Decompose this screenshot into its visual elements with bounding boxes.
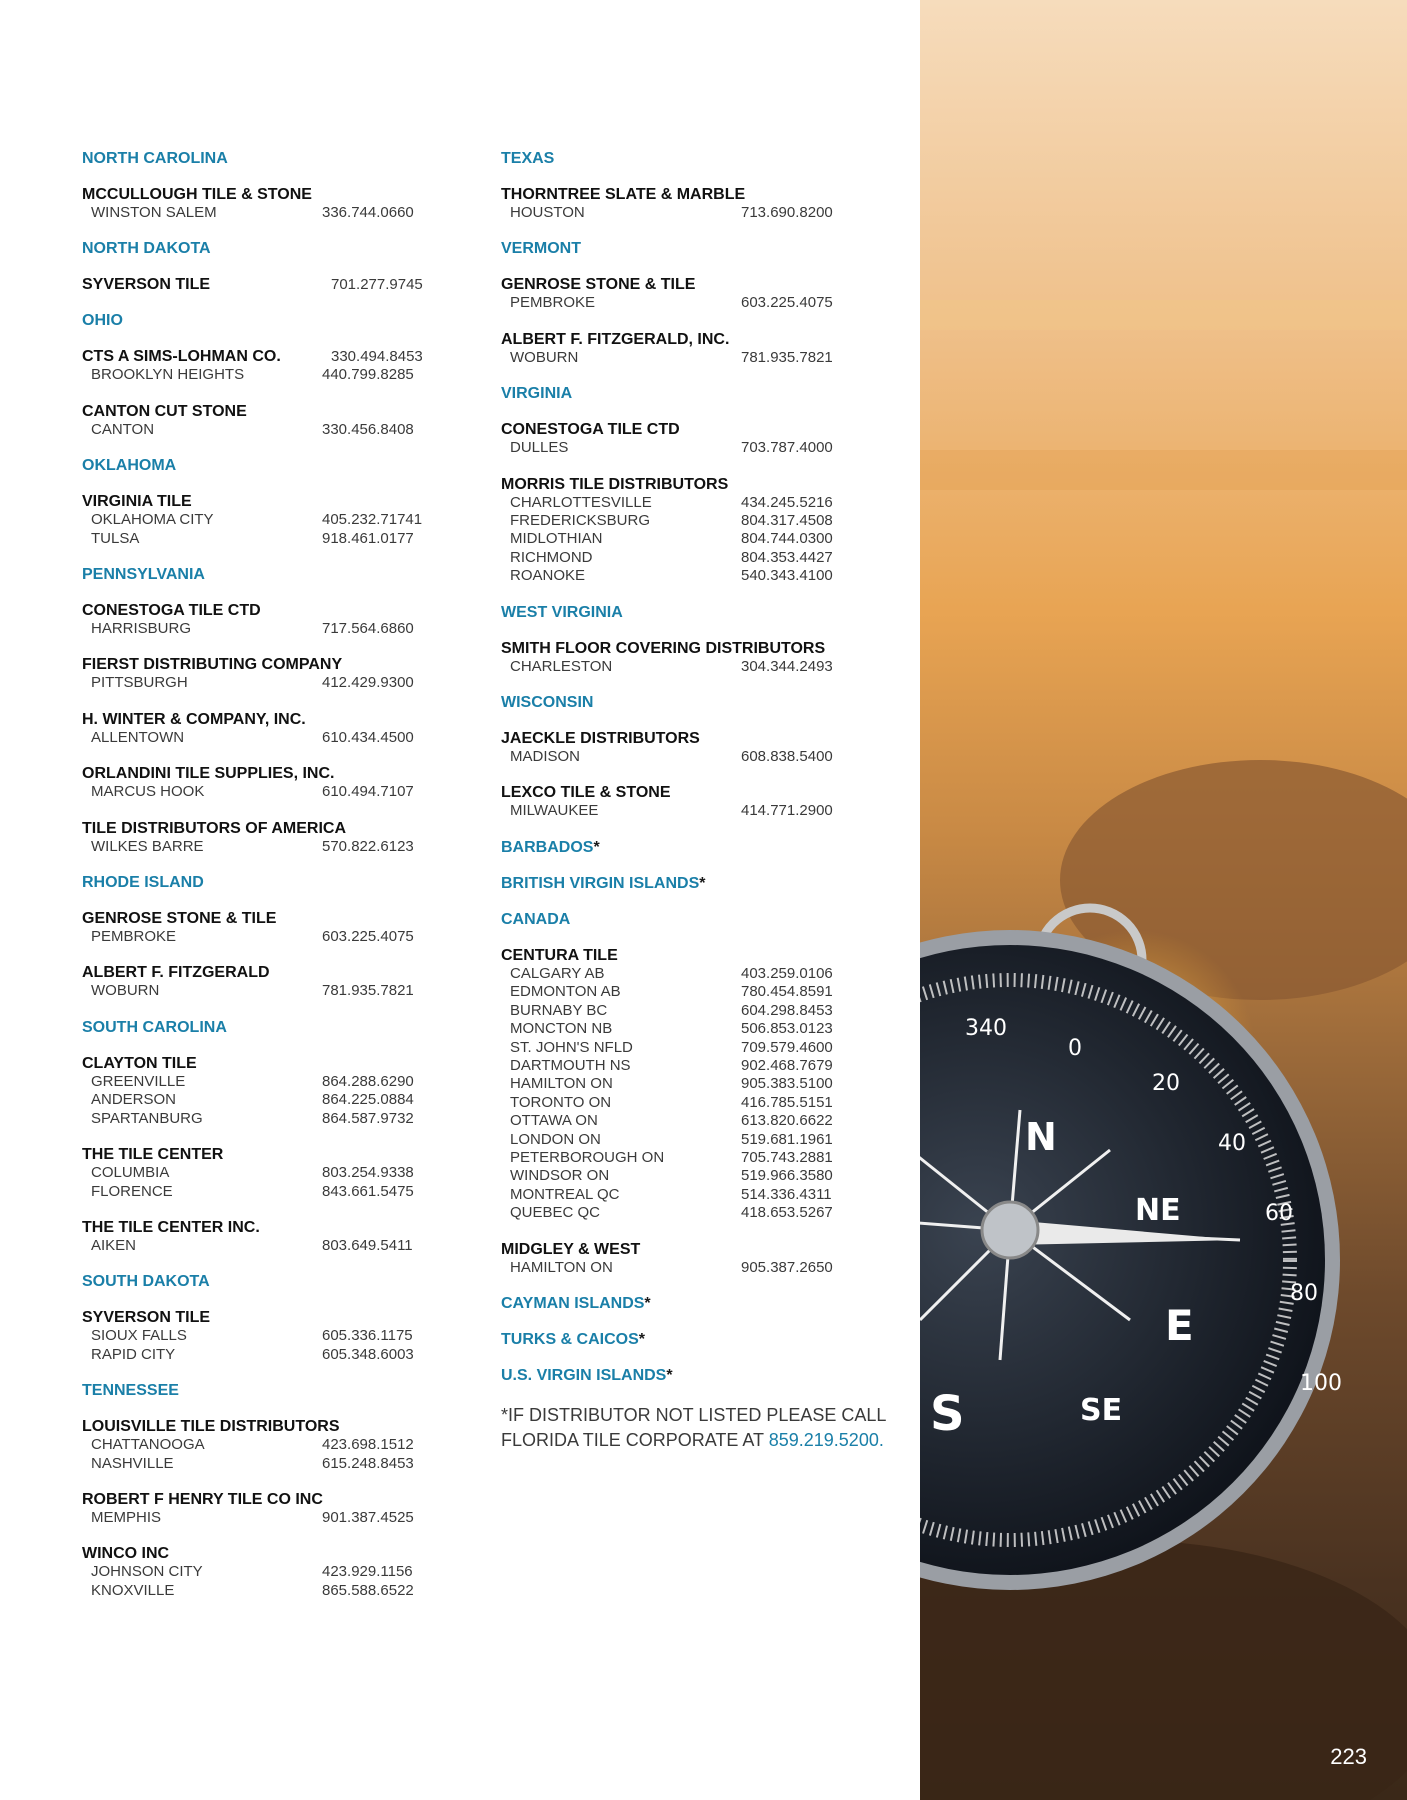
- distributor-name-row: [82, 348, 462, 366]
- city-name: MEMPHIS: [91, 1508, 162, 1526]
- location-row: [82, 1073, 462, 1091]
- location-row: [82, 1455, 462, 1473]
- location-row: [501, 549, 901, 567]
- phone-number: 905.387.2650: [741, 1258, 833, 1276]
- phone-number: 781.935.7821: [741, 348, 833, 366]
- distributor-entry: [82, 276, 462, 294]
- compass-label: 0: [1068, 1036, 1082, 1061]
- state-heading: [82, 312, 462, 330]
- state-heading: [82, 150, 462, 168]
- location-row: [82, 1563, 462, 1581]
- footnote-line: *IF DISTRIBUTOR NOT LISTED PLEASE CALL: [501, 1404, 887, 1425]
- compass-label: 80: [1290, 1281, 1318, 1306]
- location-row: [501, 1149, 901, 1167]
- distributor-name: ORLANDINI TILE SUPPLIES, INC.: [82, 765, 335, 783]
- compass-label: E: [1165, 1301, 1194, 1350]
- phone-number: 613.820.6622: [741, 1112, 833, 1130]
- distributor-entry: [82, 1418, 462, 1473]
- location-row: [501, 965, 901, 983]
- distributor-entry: [82, 602, 462, 638]
- distributor-entry: [82, 820, 462, 856]
- city-name: CHATTANOOGA: [91, 1436, 205, 1454]
- state-name: RHODE ISLAND: [82, 874, 204, 892]
- location-row: [501, 512, 901, 530]
- phone-number: 864.288.6290: [322, 1072, 414, 1090]
- distributor-name: ALBERT F. FITZGERALD, INC.: [501, 330, 730, 348]
- phone-number: 703.787.4000: [741, 439, 833, 457]
- compass-label: SE: [1080, 1393, 1123, 1428]
- distributor-name: MIDGLEY & WEST: [501, 1240, 641, 1258]
- distributor-entry: [501, 730, 901, 766]
- phone-number: 865.588.6522: [322, 1581, 414, 1599]
- city-name: COLUMBIA: [91, 1164, 170, 1182]
- phone-number: 901.387.4525: [322, 1508, 414, 1526]
- distributor-entry: [82, 1055, 462, 1128]
- location-row: [82, 1237, 462, 1255]
- footnote: [501, 1403, 901, 1453]
- city-name: DARTMOUTH NS: [510, 1056, 631, 1074]
- location-row: [82, 928, 462, 946]
- distributor-entry: [82, 765, 462, 801]
- compass-label: NE: [1135, 1193, 1181, 1228]
- location-row: [501, 494, 901, 512]
- compass-pivot: [982, 1202, 1038, 1258]
- phone-number: 713.690.8200: [741, 204, 833, 221]
- distributor-name: THE TILE CENTER: [82, 1146, 224, 1164]
- location-row: [501, 1259, 901, 1277]
- state-heading: [501, 839, 901, 857]
- city-name: GREENVILLE: [91, 1072, 186, 1090]
- city-name: SPARTANBURG: [91, 1109, 203, 1127]
- city-name: ANDERSON: [91, 1091, 177, 1109]
- state-name: SOUTH CAROLINA: [82, 1018, 227, 1036]
- city-name: MILWAUKEE: [510, 802, 599, 820]
- distributor-name: TILE DISTRIBUTORS OF AMERICA: [82, 819, 346, 837]
- state-name: OHIO: [82, 312, 123, 330]
- corporate-phone: 859.219.5200.: [768, 1429, 884, 1450]
- city-name: WOBURN: [510, 348, 579, 366]
- page-number: 223: [1330, 1744, 1367, 1769]
- distributor-entry: [82, 711, 462, 747]
- city-name: CHARLOTTESVILLE: [510, 493, 652, 511]
- phone-number: 519.681.1961: [741, 1130, 833, 1148]
- phone-number: 423.929.1156: [322, 1563, 413, 1581]
- phone-number: 705.743.2881: [741, 1148, 833, 1166]
- compass-photo: [920, 0, 1407, 1800]
- phone-number: 918.461.0177: [322, 529, 414, 547]
- phone-number: 330.456.8408: [322, 420, 414, 438]
- city-name: WILKES BARRE: [91, 837, 204, 855]
- phone-number: 864.225.0884: [322, 1091, 414, 1109]
- compass-label: 40: [1218, 1131, 1246, 1156]
- city-name: PEMBROKE: [91, 928, 177, 946]
- city-name: OKLAHOMA CITY: [91, 511, 214, 529]
- location-row: [501, 1039, 901, 1057]
- city-name: WOBURN: [91, 982, 160, 1000]
- city-name: PEMBROKE: [510, 294, 596, 312]
- location-row: [501, 567, 901, 585]
- phone-number: 603.225.4075: [322, 928, 414, 946]
- location-row: [501, 802, 901, 820]
- distributor-name: MORRIS TILE DISTRIBUTORS: [501, 475, 729, 493]
- phone-number: 843.661.5475: [322, 1182, 414, 1200]
- location-row: [82, 366, 462, 384]
- phone-number: 803.254.9338: [322, 1164, 414, 1182]
- state-name: NORTH CAROLINA: [82, 150, 228, 167]
- location-row: [501, 439, 901, 457]
- phone-number: 514.336.4311: [741, 1185, 832, 1203]
- compass-label: S: [930, 1386, 965, 1442]
- distributor-entry: [82, 348, 462, 384]
- phone-number: 804.744.0300: [741, 530, 833, 548]
- phone-number: 304.344.2493: [741, 657, 833, 675]
- distributor-name: WINCO INC: [82, 1545, 170, 1563]
- state-heading: [82, 1273, 462, 1291]
- city-name: CHARLESTON: [510, 657, 613, 675]
- distributor-entry: [501, 331, 901, 367]
- distributor-entry: [501, 784, 901, 820]
- footnote-line: [501, 1428, 901, 1453]
- phone-number: 803.649.5411: [322, 1236, 413, 1254]
- location-row: [501, 983, 901, 1001]
- location-row: [501, 1112, 901, 1130]
- city-name: LONDON ON: [510, 1130, 601, 1148]
- phone-number: 615.248.8453: [322, 1454, 414, 1472]
- location-row: [82, 620, 462, 638]
- distributor-entry: [501, 421, 901, 457]
- distributor-name: THE TILE CENTER INC.: [82, 1218, 260, 1236]
- phone-number: 605.336.1175: [322, 1327, 413, 1345]
- distributor-entry: [501, 476, 901, 586]
- state-heading: [82, 1019, 462, 1037]
- city-name: OTTAWA ON: [510, 1112, 598, 1130]
- distributor-name: GENROSE STONE & TILE: [82, 910, 277, 928]
- city-name: ST. JOHN'S NFLD: [510, 1038, 633, 1056]
- asterisk: *: [593, 838, 600, 856]
- state-name: VIRGINIA: [501, 385, 573, 403]
- phone-number: 506.853.0123: [741, 1020, 833, 1038]
- city-name: RICHMOND: [510, 548, 593, 566]
- location-row: [501, 1131, 901, 1149]
- distributor-name: MCCULLOUGH TILE & STONE: [82, 186, 312, 203]
- location-row: [501, 294, 901, 312]
- asterisk: *: [699, 874, 706, 892]
- state-heading: [82, 874, 462, 892]
- distributor-entry: [82, 403, 462, 439]
- phone-number: 418.653.5267: [741, 1204, 833, 1222]
- city-name: ALLENTOWN: [91, 728, 185, 746]
- distributor-name: CTS A SIMS-LOHMAN CO.: [82, 348, 281, 366]
- distributor-entry: [82, 1309, 462, 1364]
- city-name: MADISON: [510, 748, 581, 766]
- location-row: [82, 1346, 462, 1364]
- compass-label: 100: [1300, 1371, 1342, 1396]
- distributor-name: THORNTREE SLATE & MARBLE: [501, 186, 746, 203]
- city-name: DULLES: [510, 439, 569, 457]
- state-name: WISCONSIN: [501, 694, 594, 712]
- asterisk: *: [666, 1366, 673, 1384]
- state-name: TEXAS: [501, 150, 555, 167]
- distributor-name: SMITH FLOOR COVERING DISTRIBUTORS: [501, 639, 826, 657]
- phone-number: 519.966.3580: [741, 1167, 833, 1185]
- location-row: [82, 204, 462, 222]
- footnote-text: FLORIDA TILE CORPORATE AT: [501, 1429, 769, 1450]
- state-heading: [82, 566, 462, 584]
- city-name: ROANOKE: [510, 567, 586, 585]
- phone-number: 804.353.4427: [741, 548, 833, 566]
- location-row: [82, 1582, 462, 1600]
- distributor-entry: [501, 640, 901, 676]
- location-row: [82, 421, 462, 439]
- distributor-name: CONESTOGA TILE CTD: [501, 421, 680, 439]
- state-heading: [501, 385, 901, 403]
- state-name: CAYMAN ISLANDS: [501, 1294, 645, 1312]
- location-row: [82, 729, 462, 747]
- state-heading: [501, 150, 901, 168]
- location-row: [501, 530, 901, 548]
- location-row: [82, 1183, 462, 1201]
- state-heading: [501, 911, 901, 929]
- state-name: OKLAHOMA: [82, 457, 177, 475]
- city-name: CALGARY AB: [510, 964, 605, 982]
- state-name: BRITISH VIRGIN ISLANDS: [501, 874, 700, 892]
- distributor-name: CANTON CUT STONE: [82, 402, 247, 420]
- distributor-name: LOUISVILLE TILE DISTRIBUTORS: [82, 1418, 340, 1436]
- asterisk: *: [638, 1330, 646, 1348]
- city-name: HAMILTON ON: [510, 1258, 613, 1276]
- city-name: SIOUX FALLS: [91, 1327, 187, 1345]
- city-name: FLORENCE: [91, 1182, 173, 1200]
- phone-number: 902.468.7679: [741, 1056, 833, 1074]
- location-row: [501, 658, 901, 676]
- distributor-name: VIRGINIA TILE: [82, 493, 192, 511]
- distributor-entry: [82, 186, 462, 222]
- phone-number: 330.494.8453: [331, 348, 423, 366]
- state-heading: [82, 240, 462, 258]
- state-name: VERMONT: [501, 240, 581, 258]
- city-name: HOUSTON: [510, 204, 585, 221]
- location-row: [82, 1110, 462, 1128]
- location-row: [501, 1020, 901, 1038]
- state-heading: [501, 1367, 901, 1385]
- phone-number: 336.744.0660: [322, 204, 414, 221]
- location-row: [82, 1164, 462, 1182]
- distributor-entry: [82, 1146, 462, 1201]
- state-name: BARBADOS: [501, 838, 594, 856]
- distributor-entry: [82, 964, 462, 1000]
- distributor-name: SYVERSON TILE: [82, 1309, 211, 1327]
- state-name: SOUTH DAKOTA: [82, 1273, 210, 1291]
- location-row: [82, 530, 462, 548]
- phone-number: 905.383.5100: [741, 1075, 833, 1093]
- distributor-name: JAECKLE DISTRIBUTORS: [501, 730, 700, 748]
- phone-number: 701.277.9745: [331, 276, 423, 294]
- city-name: PETERBOROUGH ON: [510, 1148, 665, 1166]
- left-column: [82, 150, 462, 1618]
- phone-number: 781.935.7821: [322, 982, 414, 1000]
- city-name: JOHNSON CITY: [91, 1563, 203, 1581]
- location-row: [501, 1186, 901, 1204]
- phone-number: 540.343.4100: [741, 567, 833, 585]
- distributor-name: FIERST DISTRIBUTING COMPANY: [82, 656, 343, 674]
- compass-illustration: [920, 0, 1407, 1800]
- distributor-name: ROBERT F HENRY TILE CO INC: [82, 1490, 323, 1508]
- city-name: TORONTO ON: [510, 1093, 612, 1111]
- city-name: MARCUS HOOK: [91, 783, 205, 801]
- location-row: [82, 674, 462, 692]
- city-name: KNOXVILLE: [91, 1581, 175, 1599]
- phone-number: 608.838.5400: [741, 748, 833, 766]
- city-name: MONCTON NB: [510, 1020, 613, 1038]
- city-name: TULSA: [91, 529, 140, 547]
- phone-number: 610.434.4500: [322, 728, 414, 746]
- location-row: [82, 982, 462, 1000]
- location-row: [82, 783, 462, 801]
- location-row: [82, 1091, 462, 1109]
- phone-number: 440.799.8285: [322, 366, 414, 384]
- city-name: NASHVILLE: [91, 1454, 174, 1472]
- distributor-name: SYVERSON TILE: [82, 276, 211, 294]
- city-name: MIDLOTHIAN: [510, 530, 603, 548]
- phone-number: 709.579.4600: [741, 1038, 833, 1056]
- compass-label: N: [1025, 1115, 1057, 1159]
- distributor-name-row: [82, 276, 462, 294]
- phone-number: 864.587.9732: [322, 1109, 414, 1127]
- phone-number: 414.771.2900: [741, 802, 833, 820]
- location-row: [501, 748, 901, 766]
- distributor-entry: [501, 1241, 901, 1277]
- location-row: [501, 1167, 901, 1185]
- compass-label: 340: [965, 1016, 1007, 1041]
- sea-band: [920, 300, 1407, 330]
- city-name: FREDERICKSBURG: [510, 512, 651, 530]
- state-heading: [501, 240, 901, 258]
- location-row: [82, 511, 462, 529]
- state-heading: [501, 1295, 901, 1313]
- sea-band: [920, 450, 1407, 490]
- city-name: CANTON: [91, 420, 155, 438]
- phone-number: 570.822.6123: [322, 837, 414, 855]
- state-heading: [501, 694, 901, 712]
- phone-number: 780.454.8591: [741, 983, 833, 1001]
- phone-number: 405.232.71741: [322, 511, 423, 529]
- distributor-name: ALBERT F. FITZGERALD: [82, 964, 270, 982]
- state-name: PENNSYLVANIA: [82, 566, 205, 584]
- distributor-entry: [501, 186, 901, 222]
- distributor-entry: [82, 493, 462, 548]
- phone-number: 434.245.5216: [741, 493, 833, 511]
- compass-label: 60: [1265, 1201, 1293, 1226]
- phone-number: 717.564.6860: [322, 620, 414, 638]
- asterisk: *: [644, 1294, 651, 1312]
- city-name: HARRISBURG: [91, 620, 192, 638]
- state-name: U.S. VIRGIN ISLANDS: [501, 1366, 667, 1384]
- distributor-entry: [82, 656, 462, 692]
- state-heading: [82, 1382, 462, 1400]
- location-row: [501, 1094, 901, 1112]
- phone-number: 416.785.5151: [741, 1093, 833, 1111]
- state-name: NORTH DAKOTA: [82, 240, 211, 258]
- state-name: WEST VIRGINIA: [501, 603, 623, 621]
- right-column: [501, 150, 901, 1453]
- city-name: RAPID CITY: [91, 1345, 176, 1363]
- distributor-entry: [82, 1491, 462, 1527]
- city-name: HAMILTON ON: [510, 1075, 613, 1093]
- phone-number: 605.348.6003: [322, 1345, 414, 1363]
- city-name: EDMONTON AB: [510, 983, 621, 1001]
- location-row: [82, 1436, 462, 1454]
- state-heading: [82, 457, 462, 475]
- location-row: [501, 204, 901, 222]
- city-name: PITTSBURGH: [91, 674, 188, 692]
- distributor-entry: [82, 1219, 462, 1255]
- city-name: QUEBEC QC: [510, 1204, 601, 1222]
- city-name: WINSTON SALEM: [91, 204, 217, 221]
- location-row: [82, 838, 462, 856]
- phone-number: 412.429.9300: [322, 674, 414, 692]
- phone-number: 603.225.4075: [741, 294, 833, 312]
- distributor-name: H. WINTER & COMPANY, INC.: [82, 710, 306, 728]
- city-name: MONTREAL QC: [510, 1185, 620, 1203]
- phone-number: 423.698.1512: [322, 1436, 414, 1454]
- city-name: BURNABY BC: [510, 1001, 608, 1019]
- phone-number: 403.259.0106: [741, 964, 833, 982]
- compass-label: 20: [1152, 1071, 1180, 1096]
- location-row: [501, 1002, 901, 1020]
- distributor-name: CONESTOGA TILE CTD: [82, 602, 261, 620]
- location-row: [501, 349, 901, 367]
- city-name: AIKEN: [91, 1236, 137, 1254]
- location-row: [501, 1075, 901, 1093]
- city-name: BROOKLYN HEIGHTS: [91, 366, 245, 384]
- location-row: [82, 1327, 462, 1345]
- state-heading: [501, 875, 901, 893]
- distributor-entry: [501, 947, 901, 1223]
- distributor-entry: [501, 276, 901, 312]
- state-heading: [501, 604, 901, 622]
- location-row: [501, 1204, 901, 1222]
- distributor-entry: [82, 910, 462, 946]
- distributor-name: LEXCO TILE & STONE: [501, 784, 671, 802]
- state-name: TURKS & CAICOS: [501, 1330, 639, 1348]
- phone-number: 804.317.4508: [741, 512, 833, 530]
- distributor-name: CLAYTON TILE: [82, 1054, 197, 1072]
- location-row: [501, 1057, 901, 1075]
- city-name: WINDSOR ON: [510, 1167, 610, 1185]
- distributor-entry: [82, 1545, 462, 1600]
- state-name: CANADA: [501, 910, 571, 928]
- phone-number: 604.298.8453: [741, 1001, 833, 1019]
- distributor-name: GENROSE STONE & TILE: [501, 276, 696, 294]
- location-row: [82, 1509, 462, 1527]
- distributor-name: CENTURA TILE: [501, 946, 618, 964]
- phone-number: 610.494.7107: [322, 783, 414, 801]
- state-name: TENNESSEE: [82, 1382, 179, 1400]
- state-heading: [501, 1331, 901, 1349]
